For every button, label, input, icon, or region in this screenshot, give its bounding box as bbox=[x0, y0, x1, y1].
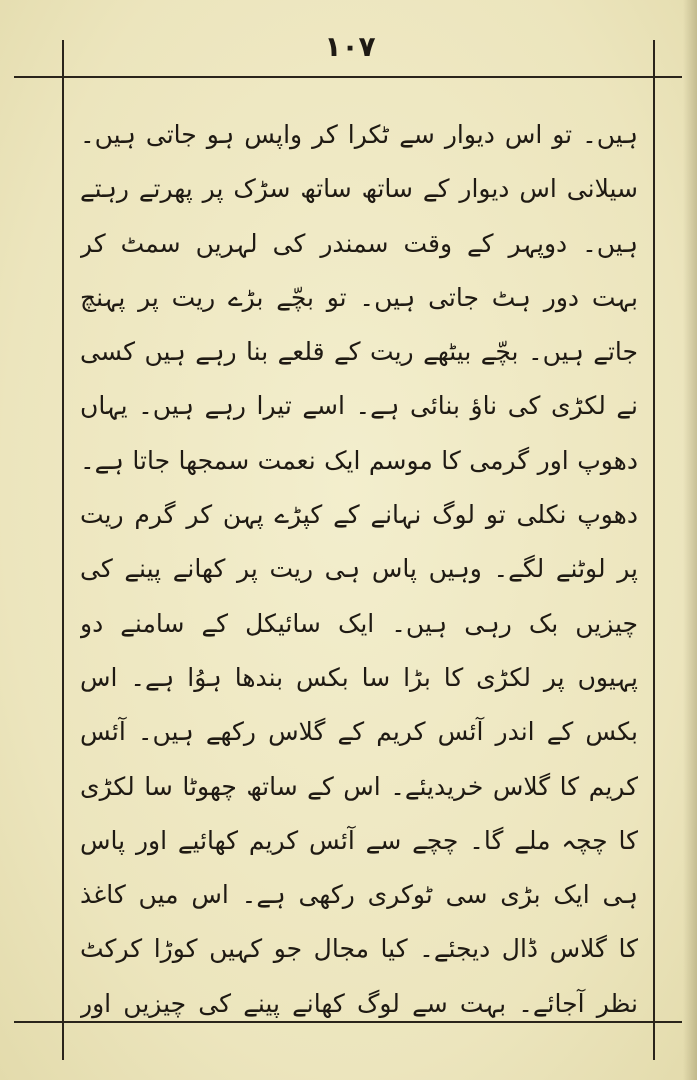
top-rule bbox=[14, 76, 682, 78]
text-line-9: پر لوٹنے لگے۔ وہیں پاس ہی ریت پر کھانے پینے کی bbox=[80, 554, 638, 584]
text-line-10: چیزیں بک رہی ہیں۔ ایک سائیکل کے سامنے دو bbox=[80, 608, 638, 638]
text-line-14: کا چچہ ملے گا۔ چچے سے آئس کریم کھائیے اور پاس bbox=[80, 825, 638, 855]
text-line-3: ہیں۔ دوپہر کے وقت سمندر کی لہریں سمٹ کر bbox=[80, 228, 638, 258]
text-line-12: بکس کے اندر آئس کریم کے گلاس رکھے ہیں۔ آئس bbox=[80, 717, 638, 747]
text-line-1: ہیں۔ تو اس دیوار سے ٹکرا کر واپس ہو جاتی ہیں۔ bbox=[80, 120, 638, 149]
left-rule bbox=[62, 40, 64, 1060]
right-rule bbox=[653, 40, 655, 1060]
page-number: ١٠٧ bbox=[324, 30, 376, 63]
text-line-7: دھوپ اور گرمی کا موسم ایک نعمت سمجھا جاتا ہے۔ bbox=[80, 445, 638, 475]
text-line-4: بہت دور ہٹ جاتی ہیں۔ تو بچّے بڑے ریت پر پہنچ bbox=[80, 282, 638, 312]
text-line-8: دھوپ نکلی تو لوگ نہانے کے کپڑے پہن کر گرم ریت bbox=[80, 500, 638, 530]
text-line-5: جاتے ہیں۔ بچّے بیٹھے ریت کے قلعے بنا رہے ہیں کسی bbox=[80, 337, 638, 367]
text-line-6: نے لکڑی کی ناؤ بنائی ہے۔ اسے تیرا رہے ہیں۔ یہاں bbox=[80, 391, 638, 421]
text-line-16: کا گلاس ڈال دیجئے۔ کیا مجال جو کہیں کوڑا کرکٹ bbox=[80, 934, 638, 964]
text-line-13: کریم کا گلاس خریدیئے۔ اس کے ساتھ چھوٹا سا لکڑی bbox=[80, 771, 638, 801]
text-line-11: پہیوں پر لکڑی کا بڑا سا بکس بندھا ہوُا ہے۔ اس bbox=[80, 662, 638, 692]
text-line-17: نظر آجائے۔ بہت سے لوگ کھانے پینے کی چیزیں اور bbox=[80, 988, 638, 1018]
text-line-2: سیلانی اس دیوار کے ساتھ ساتھ سڑک پر پھرتے رہتے bbox=[80, 174, 638, 204]
body-text bbox=[80, 108, 638, 1031]
page-edge-shadow bbox=[683, 0, 697, 1080]
text-line-15: ہی ایک بڑی سی ٹوکری رکھی ہے۔ اس میں کاغذ bbox=[80, 880, 638, 910]
